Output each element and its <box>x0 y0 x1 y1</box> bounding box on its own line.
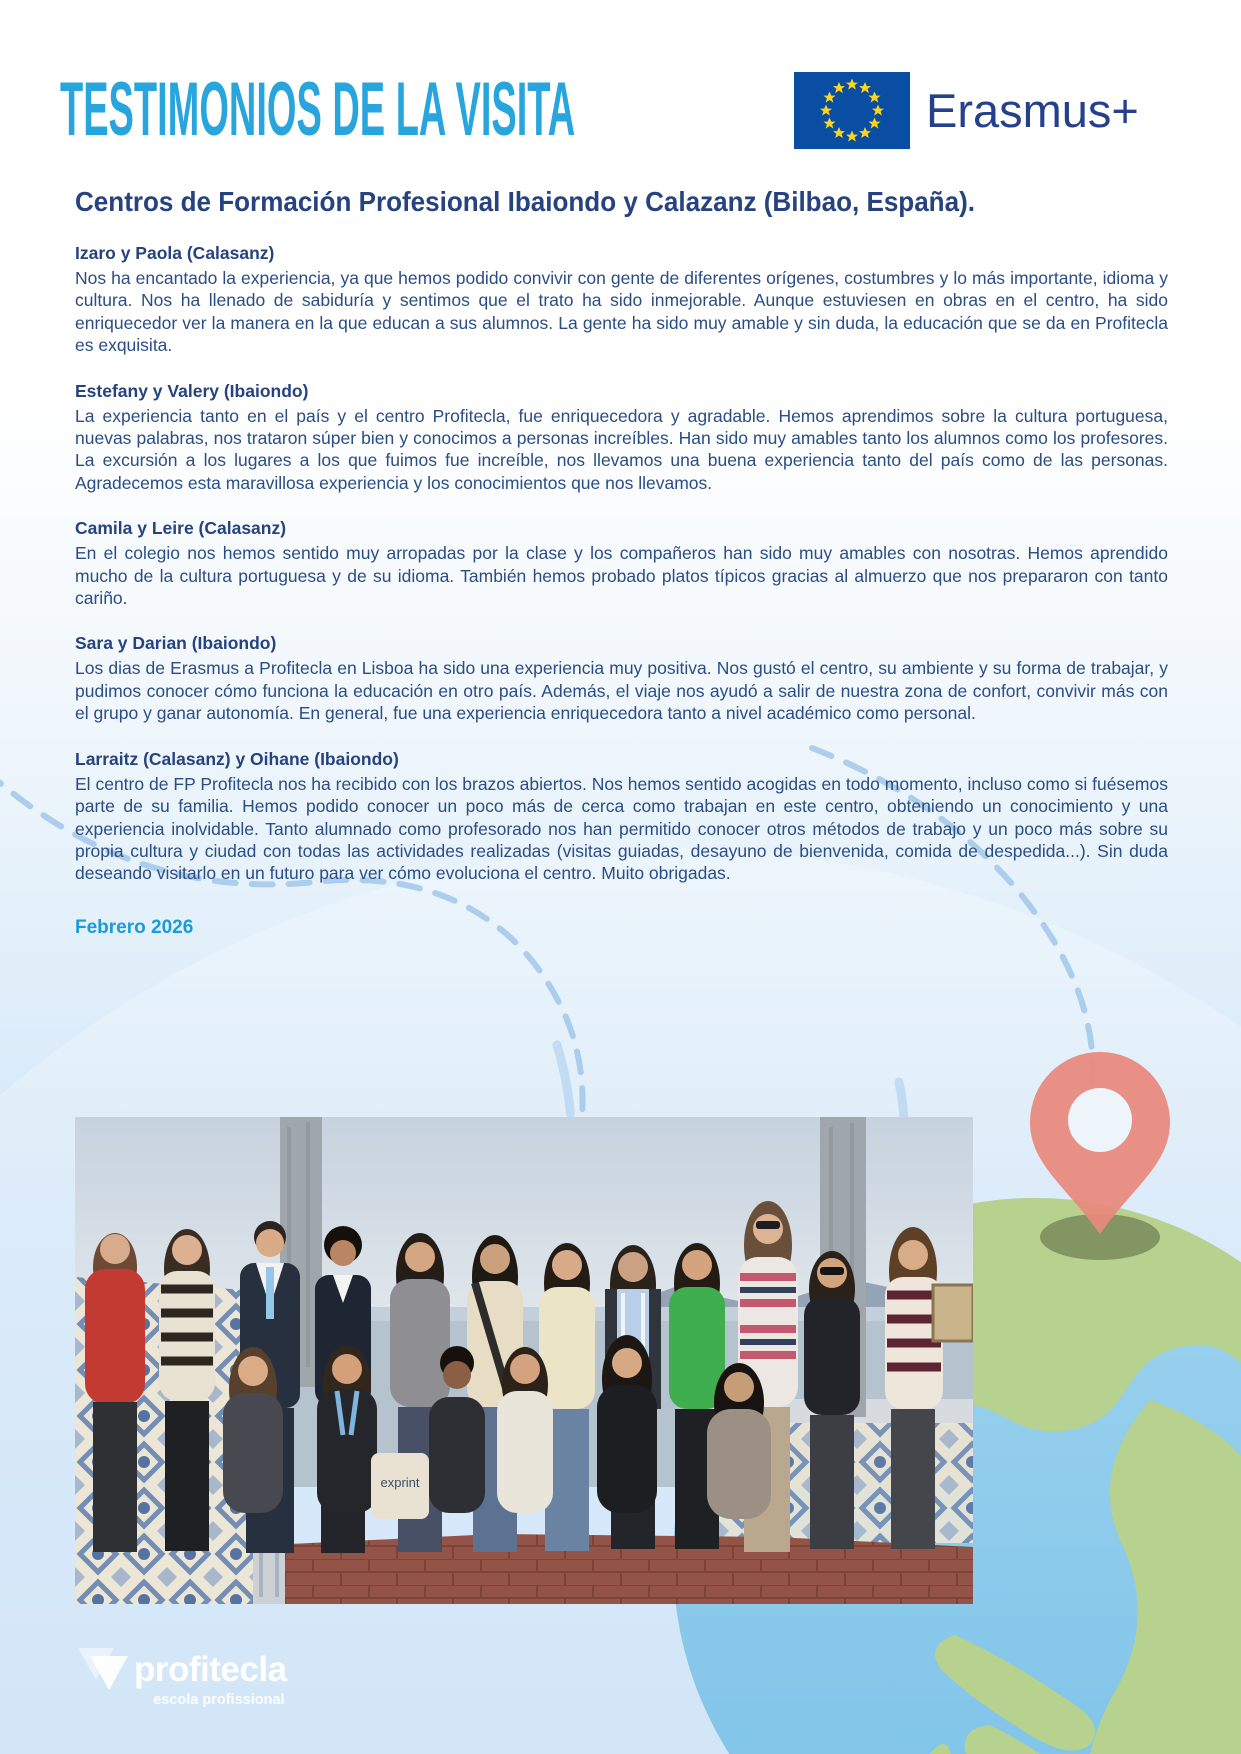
testimonial-text: En el colegio nos hemos sentido muy arropadas por la clase y los compañeros han sido muy amables con nosotras. Hemos aprendido mucho de la cultura portuguesa y de su idioma. También hemos probado platos típicos gracias al almuerzo que nos prepararon con tanto cariño. <box>75 543 1168 609</box>
testimonial-heading: Izaro y Paola (Calasanz) <box>75 243 275 263</box>
testimonial-section <box>75 749 1168 885</box>
testimonial-text: El centro de FP Profitecla nos ha recibido con los brazos abiertos. Nos hemos sentido acogidas en todo momento, incluso como si fuésemos parte de su familia. Hemos podido conocer un poco más de cerca como trabajan en este centro, obteniendo un conocimiento y una experiencia inolvidable. Tanto alumnado como profesorado nos han permitido conocer otros métodos de trabajo y un poco más sobre su propia cultura y ciudad con todas las actividades realizadas (visitas guiadas, desayuno de bienvenida, comida de despedida...). Sin duda deseando visitarlo en un futuro para ver cómo evoluciona el centro. Muito obrigadas. <box>75 773 1168 884</box>
testimonials-list <box>75 243 1168 939</box>
testimonial-text: Nos ha encantado la experiencia, ya que hemos podido convivir con gente de diferentes orígenes, costumbres y lo más importante, idioma y cultura. Nos ha llenado de sabiduría y sentimos que el trato ha sido inmejorable. Aunque estuviesen en obras en el centro, ha sido enriquecedor ver la manera en la que educan a sus alumnos. La gente ha sido muy amable y sin duda, la educación que se da en Profitecla es exquisita. <box>75 268 1168 356</box>
erasmus-wordmark: Erasmus+ <box>926 84 1139 137</box>
date-label: Febrero 2026 <box>75 916 194 938</box>
page-title: TESTIMONIOS DE LA VISITA <box>60 67 576 152</box>
testimonial-section <box>75 633 1168 724</box>
testimonial-heading: Sara y Darian (Ibaiondo) <box>75 633 277 654</box>
brand-tagline: escola profissional <box>153 1692 285 1708</box>
testimonial-section <box>75 381 1168 495</box>
group-photo <box>75 1117 973 1604</box>
profitecla-triangles-icon <box>76 1642 132 1704</box>
brand-name: profitecla <box>134 1650 287 1689</box>
testimonial-heading: Larraitz (Calasanz) y Oihane (Ibaiondo) <box>75 748 399 769</box>
testimonial-text: Los dias de Erasmus a Profitecla en Lisboa ha sido una experiencia muy positiva. Nos gustó el centro, su ambiente y su forma de trabajar, y pudimos conocer cómo funciona la educación en otro país. Además, el viaje nos ayudó a salir de nuestra zona de confort, convivir más con el grupo y ganar autonomía. En general, fue una experiencia enriquecedora tanto a nivel académico como personal. <box>75 658 1168 724</box>
eu-flag-icon <box>794 72 910 149</box>
testimonial-section <box>75 518 1168 609</box>
testimonial-heading: Camila y Leire (Calasanz) <box>75 518 287 539</box>
document-subtitle: Centros de Formación Profesional Ibaiondo y Calazanz (Bilbao, España). <box>75 186 975 217</box>
testimonial-section <box>75 243 1168 357</box>
pin-hole <box>1068 1088 1132 1152</box>
profitecla-logo <box>76 1636 287 1708</box>
testimonial-text: La experiencia tanto en el país y el centro Profitecla, fue enriquecedora y agradable. Hemos aprendimos sobre la cultura portuguesa, nuevas palabras, nos trataron súper bien y conocimos a personas increíbles. Han sido muy amables tanto los alumnos como los profesores. La excursión a los lugares a los que fuimos fue increíble, nos llevamos una buena experiencia tanto del país como de las personas. Agradecemos esta maravillosa experiencia y los conocimientos que nos llevamos. <box>75 405 1168 493</box>
testimonial-heading: Estefany y Valery (Ibaiondo) <box>75 380 309 401</box>
erasmus-logo <box>794 72 1139 149</box>
svg-text:exprint: exprint <box>380 1475 420 1490</box>
